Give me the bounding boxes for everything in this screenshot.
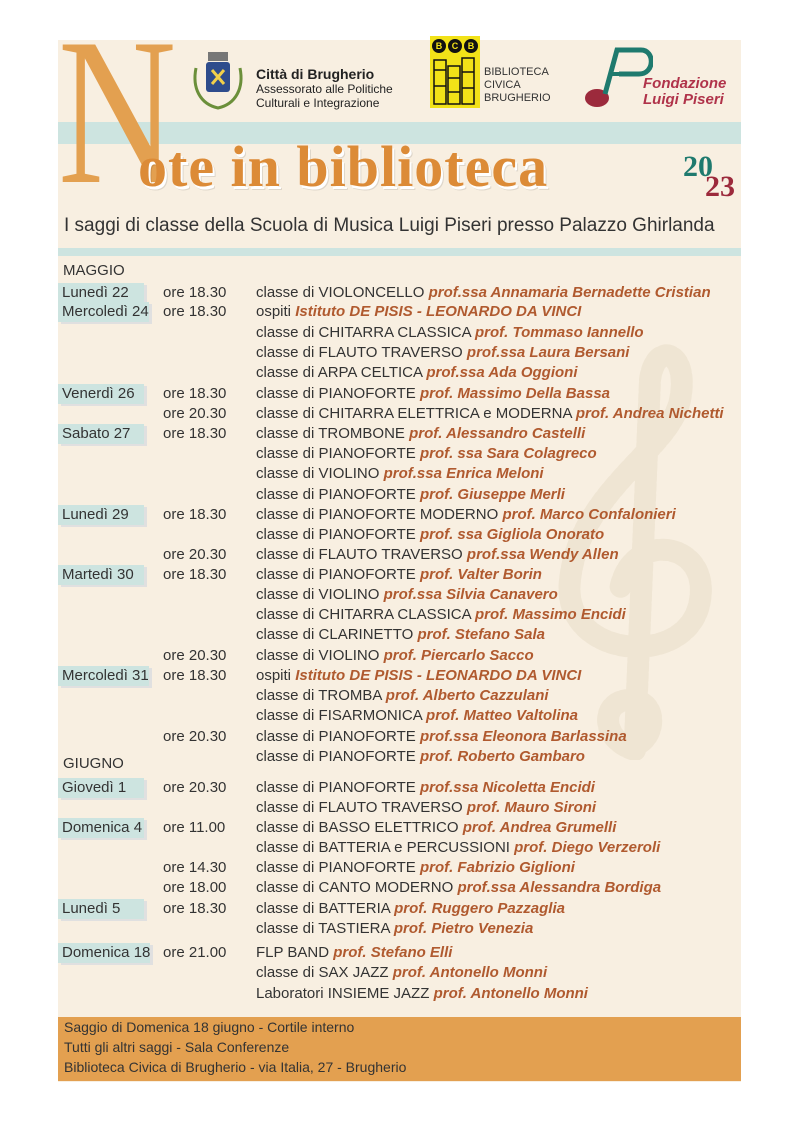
schedule-row [0, 323, 800, 343]
class-name: ospiti [256, 303, 292, 320]
day-label: Sabato 27 [58, 424, 144, 444]
time-label: ore 21.00 [163, 944, 227, 961]
class-name: classe di FISARMONICA [256, 707, 422, 724]
class-entry [256, 919, 533, 939]
bcb-letter-2: C [448, 39, 462, 53]
teacher-name: prof.ssa Enrica Meloni [383, 465, 544, 482]
month-may: MAGGIO [63, 262, 125, 279]
class-entry [256, 343, 629, 363]
class-entry [256, 302, 581, 322]
class-entry [256, 384, 610, 404]
day-label: Mercoledì 24 [58, 302, 149, 322]
class-name: classe di PIANOFORTE [256, 526, 416, 543]
class-name: classe di PIANOFORTE [256, 728, 416, 745]
schedule-row [0, 666, 800, 686]
teacher-name: prof. Ruggero Pazzaglia [394, 900, 565, 917]
day-label: Domenica 18 [58, 943, 150, 963]
teacher-name: prof. Fabrizio Giglioni [419, 859, 575, 876]
city-crest-icon [190, 48, 246, 110]
schedule-row [0, 686, 800, 706]
bcb-line-3: BRUGHERIO [484, 92, 551, 104]
schedule-row [0, 444, 800, 464]
class-entry [256, 444, 597, 464]
time-label: ore 18.30 [163, 667, 227, 684]
time-label: ore 20.30 [163, 728, 227, 745]
class-name: classe di BATTERIA e PERCUSSIONI [256, 839, 510, 856]
bcb-line-1: BIBLIOTECA [484, 66, 549, 78]
class-entry [256, 424, 585, 444]
class-entry [256, 485, 565, 505]
schedule-row [0, 706, 800, 726]
class-name: classe di PIANOFORTE [256, 486, 416, 503]
time-label: ore 20.30 [163, 546, 227, 563]
class-name: classe di FLAUTO TRAVERSO [256, 344, 463, 361]
class-name: classe di FLAUTO TRAVERSO [256, 546, 463, 563]
teacher-name: prof.ssa Annamaria Bernadette Cristian [428, 284, 711, 301]
day-label: Venerdì 26 [58, 384, 144, 404]
time-label: ore 14.30 [163, 859, 227, 876]
teacher-name: prof. Massimo Della Bassa [419, 385, 611, 402]
class-entry [256, 646, 534, 666]
year-bottom: 23 [705, 170, 735, 203]
class-name: classe di CHITARRA ELETTRICA e MODERNA [256, 405, 572, 422]
time-label: ore 18.30 [163, 566, 227, 583]
time-label: ore 20.30 [163, 779, 227, 796]
schedule-row [0, 919, 800, 939]
time-label: ore 18.30 [163, 900, 227, 917]
schedule-row [0, 605, 800, 625]
teacher-name: prof. Alberto Cazzulani [385, 687, 549, 704]
schedule-row [0, 727, 800, 747]
class-entry [256, 625, 545, 645]
teacher-name: prof. Roberto Gambaro [419, 748, 585, 765]
class-entry [256, 706, 578, 726]
bcb-letter-3: B [464, 39, 478, 53]
teacher-name: prof. Valter Borin [419, 566, 542, 583]
piseri-line-2: Luigi Piseri [643, 91, 724, 108]
bcb-line-2: CIVICA [484, 79, 521, 91]
class-name: classe di VIOLINO [256, 465, 380, 482]
schedule-row [0, 404, 800, 424]
class-entry [256, 363, 577, 383]
class-name: classe di FLAUTO TRAVERSO [256, 799, 463, 816]
class-entry [256, 878, 661, 898]
bcb-letter-1: B [432, 39, 446, 53]
footer-line-2: Tutti gli altri saggi - Sala Conferenze [64, 1039, 290, 1055]
schedule-row [0, 778, 800, 798]
class-name: classe di CLARINETTO [256, 626, 414, 643]
class-name: classe di BATTERIA [256, 900, 390, 917]
day-label: Martedì 30 [58, 565, 144, 585]
time-label: ore 18.30 [163, 385, 227, 402]
teacher-name: prof. Diego Verzeroli [514, 839, 661, 856]
teacher-name: prof. Matteo Valtolina [426, 707, 578, 724]
class-entry [256, 963, 547, 983]
class-name: classe di VIOLINO [256, 586, 380, 603]
teacher-name: prof.ssa Wendy Allen [466, 546, 619, 563]
teacher-name: prof. Piercarlo Sacco [383, 647, 534, 664]
schedule-row [0, 798, 800, 818]
teacher-name: prof. Massimo Encidi [474, 606, 626, 623]
class-name: classe di CHITARRA CLASSICA [256, 606, 471, 623]
class-name: classe di PIANOFORTE MODERNO [256, 506, 499, 523]
class-entry [256, 943, 452, 963]
teacher-name: prof. Giuseppe Merli [419, 486, 565, 503]
time-label: ore 20.30 [163, 405, 227, 422]
day-label: Lunedì 5 [58, 899, 144, 919]
schedule-row [0, 818, 800, 838]
class-name: classe di PIANOFORTE [256, 566, 416, 583]
city-department-line2: Culturali e Integrazione [256, 96, 380, 110]
divider-band [58, 248, 741, 256]
time-label: ore 18.30 [163, 425, 227, 442]
teacher-name: prof. Mauro Sironi [466, 799, 597, 816]
title-initial: N [58, 0, 177, 228]
class-entry [256, 585, 558, 605]
class-name: classe di SAX JAZZ [256, 964, 389, 981]
class-name: classe di BASSO ELETTRICO [256, 819, 459, 836]
schedule-row [0, 943, 800, 963]
class-entry [256, 464, 544, 484]
schedule-row [0, 283, 800, 303]
schedule-row [0, 963, 800, 983]
class-name: classe di CHITARRA CLASSICA [256, 324, 471, 341]
piseri-line-1: Fondazione [643, 75, 727, 92]
class-name: classe di ARPA CELTICA [256, 364, 423, 381]
teacher-name: prof.ssa Nicoletta Encidi [419, 779, 595, 796]
footer-line-3: Biblioteca Civica di Brugherio - via Italia, 27 - Brugherio [64, 1059, 407, 1075]
class-entry [256, 899, 565, 919]
teacher-name: prof. Andrea Nichetti [575, 405, 724, 422]
class-name: classe di PIANOFORTE [256, 445, 416, 462]
class-name: classe di TASTIERA [256, 920, 390, 937]
class-name: classe di VIOLONCELLO [256, 284, 425, 301]
class-name: classe di VIOLINO [256, 647, 380, 664]
teacher-name: prof. Stefano Elli [333, 944, 453, 961]
teacher-name: prof. ssa Sara Colagreco [419, 445, 597, 462]
class-entry [256, 565, 542, 585]
footer-line-1: Saggio di Domenica 18 giugno - Cortile interno [64, 1019, 355, 1035]
class-name: classe di TROMBA [256, 687, 382, 704]
schedule-row [0, 505, 800, 525]
teacher-name: Istituto DE PISIS - LEONARDO DA VINCI [295, 667, 582, 684]
class-name: classe di PIANOFORTE [256, 859, 416, 876]
teacher-name: prof. Andrea Grumelli [462, 819, 617, 836]
class-entry [256, 727, 627, 747]
class-entry [256, 505, 676, 525]
schedule-row [0, 363, 800, 383]
class-entry [256, 283, 711, 303]
class-entry [256, 778, 595, 798]
teacher-name: prof.ssa Alessandra Bordiga [457, 879, 662, 896]
day-label: Lunedì 22 [58, 283, 144, 303]
teacher-name: prof. Marco Confalonieri [502, 506, 676, 523]
class-entry [256, 984, 588, 1004]
class-entry [256, 525, 604, 545]
day-label: Domenica 4 [58, 818, 144, 838]
schedule-row [0, 464, 800, 484]
schedule-row [0, 747, 800, 767]
teacher-name: prof. Tommaso Iannello [474, 324, 644, 341]
schedule-row [0, 984, 800, 1004]
schedule-row [0, 343, 800, 363]
class-entry [256, 605, 626, 625]
teacher-name: prof. Alessandro Castelli [409, 425, 586, 442]
class-entry [256, 323, 644, 343]
class-name: classe di CANTO MODERNO [256, 879, 454, 896]
schedule-row [0, 585, 800, 605]
class-entry [256, 818, 616, 838]
class-entry [256, 545, 619, 565]
teacher-name: prof. Antonello Monni [433, 985, 588, 1002]
teacher-name: prof. Antonello Monni [392, 964, 548, 981]
teacher-name: prof. Stefano Sala [417, 626, 545, 643]
time-label: ore 18.30 [163, 284, 227, 301]
class-entry [256, 858, 575, 878]
class-name: FLP BAND [256, 944, 330, 961]
class-name: classe di PIANOFORTE [256, 779, 416, 796]
class-name: Laboratori INSIEME JAZZ [256, 985, 430, 1002]
class-entry [256, 686, 549, 706]
class-name: ospiti [256, 667, 292, 684]
page-title: ote in biblioteca [138, 134, 549, 199]
city-department-line1: Assessorato alle Politiche [256, 82, 393, 96]
page-subtitle: I saggi di classe della Scuola di Musica Luigi Piseri presso Palazzo Ghirlanda [64, 215, 715, 236]
teacher-name: Istituto DE PISIS - LEONARDO DA VINCI [295, 303, 582, 320]
class-entry [256, 404, 724, 424]
teacher-name: prof.ssa Eleonora Barlassina [419, 728, 627, 745]
schedule-row [0, 899, 800, 919]
class-entry [256, 798, 596, 818]
teacher-name: prof. ssa Gigliola Onorato [419, 526, 605, 543]
schedule-row [0, 384, 800, 404]
schedule-row [0, 545, 800, 565]
schedule-row [0, 424, 800, 444]
books-icon [430, 56, 480, 108]
bcb-logo-box [430, 36, 480, 108]
schedule-row [0, 878, 800, 898]
schedule-row [0, 525, 800, 545]
teacher-name: prof.ssa Ada Oggioni [426, 364, 578, 381]
class-name: classe di TROMBONE [256, 425, 405, 442]
teacher-name: prof.ssa Laura Bersani [466, 344, 630, 361]
schedule-row [0, 302, 800, 322]
schedule-row [0, 646, 800, 666]
time-label: ore 20.30 [163, 647, 227, 664]
class-name: classe di PIANOFORTE [256, 385, 416, 402]
schedule-row [0, 858, 800, 878]
footer-info [58, 1017, 741, 1081]
year-top: 20 [683, 150, 713, 183]
teacher-name: prof. Pietro Venezia [393, 920, 534, 937]
teacher-name: prof.ssa Silvia Canavero [383, 586, 558, 603]
class-entry [256, 666, 581, 686]
schedule-row [0, 625, 800, 645]
month-june: GIUGNO [63, 755, 124, 772]
schedule-row [0, 838, 800, 858]
class-entry [256, 747, 585, 767]
class-name: classe di PIANOFORTE [256, 748, 416, 765]
time-label: ore 18.00 [163, 879, 227, 896]
city-name: Città di Brugherio [256, 66, 375, 82]
time-label: ore 18.30 [163, 506, 227, 523]
day-label: Lunedì 29 [58, 505, 144, 525]
day-label: Mercoledì 31 [58, 666, 149, 686]
class-entry [256, 838, 660, 858]
day-label: Giovedì 1 [58, 778, 144, 798]
schedule-row [0, 565, 800, 585]
schedule-row [0, 485, 800, 505]
time-label: ore 11.00 [163, 819, 226, 836]
time-label: ore 18.30 [163, 303, 227, 320]
